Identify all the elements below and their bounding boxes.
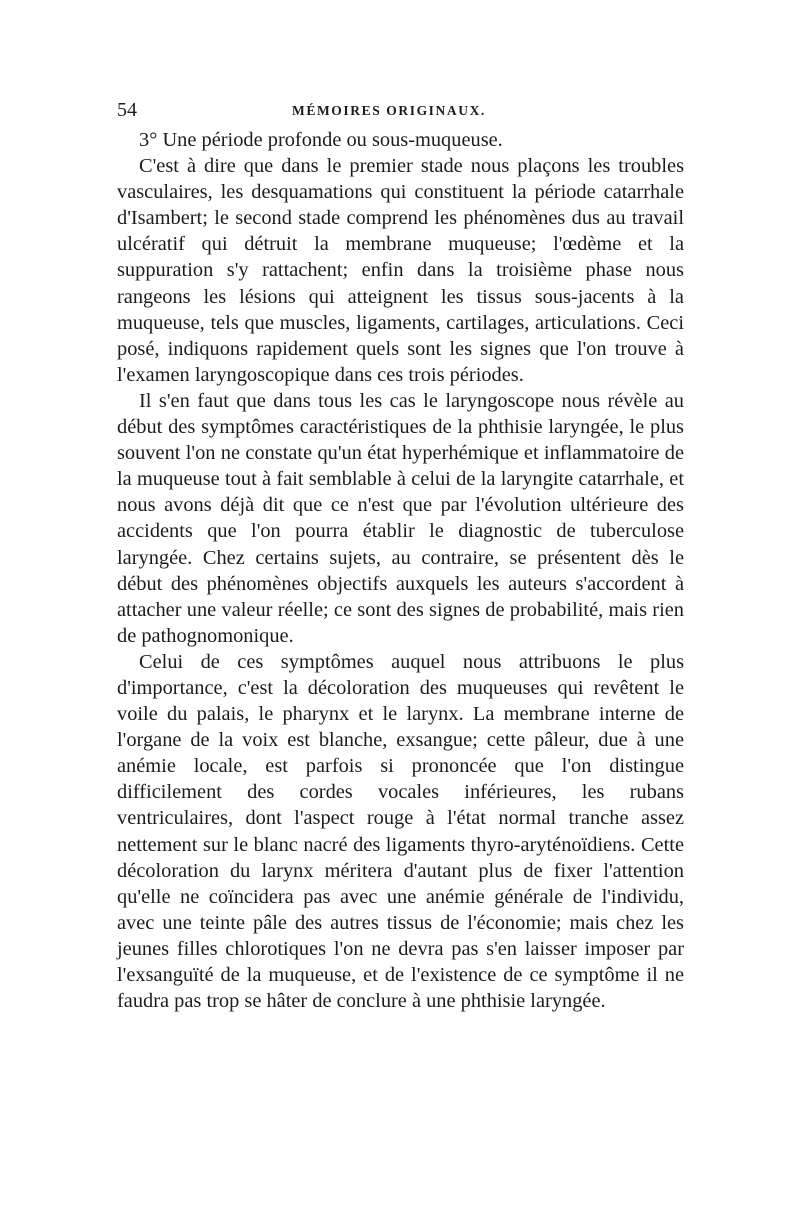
paragraph: Il s'en faut que dans tous les cas le laryngoscope nous révèle au début des symptômes caractéristiques de la phthisie laryngée, le plus souvent l'on ne constate qu'un état hyperhémique et inflammatoire de la muqueuse tout à fait semblable à celui de la laryngite catarrhale, et nous avons déjà dit que ce n'est que par l'évolution ultérieure des accidents que l'on pourra établir le diagnostic de tuberculose laryngée. Chez certains sujets, au contraire, se présentent dès le début des phénomènes objectifs auxquels les auteurs s'accordent à attacher une valeur réelle; ce sont des signes de probabilité, mais rien de pathognomonique. [117,389,684,647]
page-number: 54 [117,99,137,121]
paragraph: C'est à dire que dans le premier stade nous plaçons les troubles vasculaires, les desquamations qui constituent la période catarrhale d'Isambert; le second stade comprend les phénomènes dus au travail ulcératif qui détruit la membrane muqueuse; l'œdème et la suppuration s'y rattachent; enfin dans la troisième phase nous rangeons les lésions qui atteignent les tissus sous-jacents à la muqueuse, tels que muscles, ligaments, cartilages, articulations. Ceci posé, indiquons rapidement quels sont les signes que l'on trouve à l'examen laryngoscopique dans ces trois périodes. [117,155,684,386]
paragraph: Celui de ces symptômes auquel nous attribuons le plus d'importance, c'est la décoloration des muqueuses qui revêtent le voile du palais, le pharynx et le larynx. La membrane interne de l'organe de la voix est blanche, exsangue; cette pâleur, due à une anémie locale, est parfois si prononcée que l'on distingue difficilement des cordes vocales inférieures, les rubans ventriculaires, dont l'aspect rouge à l'état normal tranche assez nettement sur le blanc nacré des ligaments thyro-aryténoïdiens. Cette décoloration du larynx méritera d'autant plus de fixer l'attention qu'elle ne coïncidera pas avec une anémie générale de l'individu, avec une teinte pâle des autres tissus de l'économie; mais chez les jeunes filles chlorotiques l'on ne devra pas s'en laisser imposer par l'exsanguïté de la muqueuse, et de l'existence de ce symptôme il ne faudra pas trop se hâter de conclure à une phthisie laryngée. [117,650,684,1013]
page-header [117,96,687,128]
body-text [117,127,684,1014]
section-heading: 3° Une période profonde ou sous-muqueuse. [139,129,503,151]
running-title: MÉMOIRES ORIGINAUX. [292,103,486,118]
